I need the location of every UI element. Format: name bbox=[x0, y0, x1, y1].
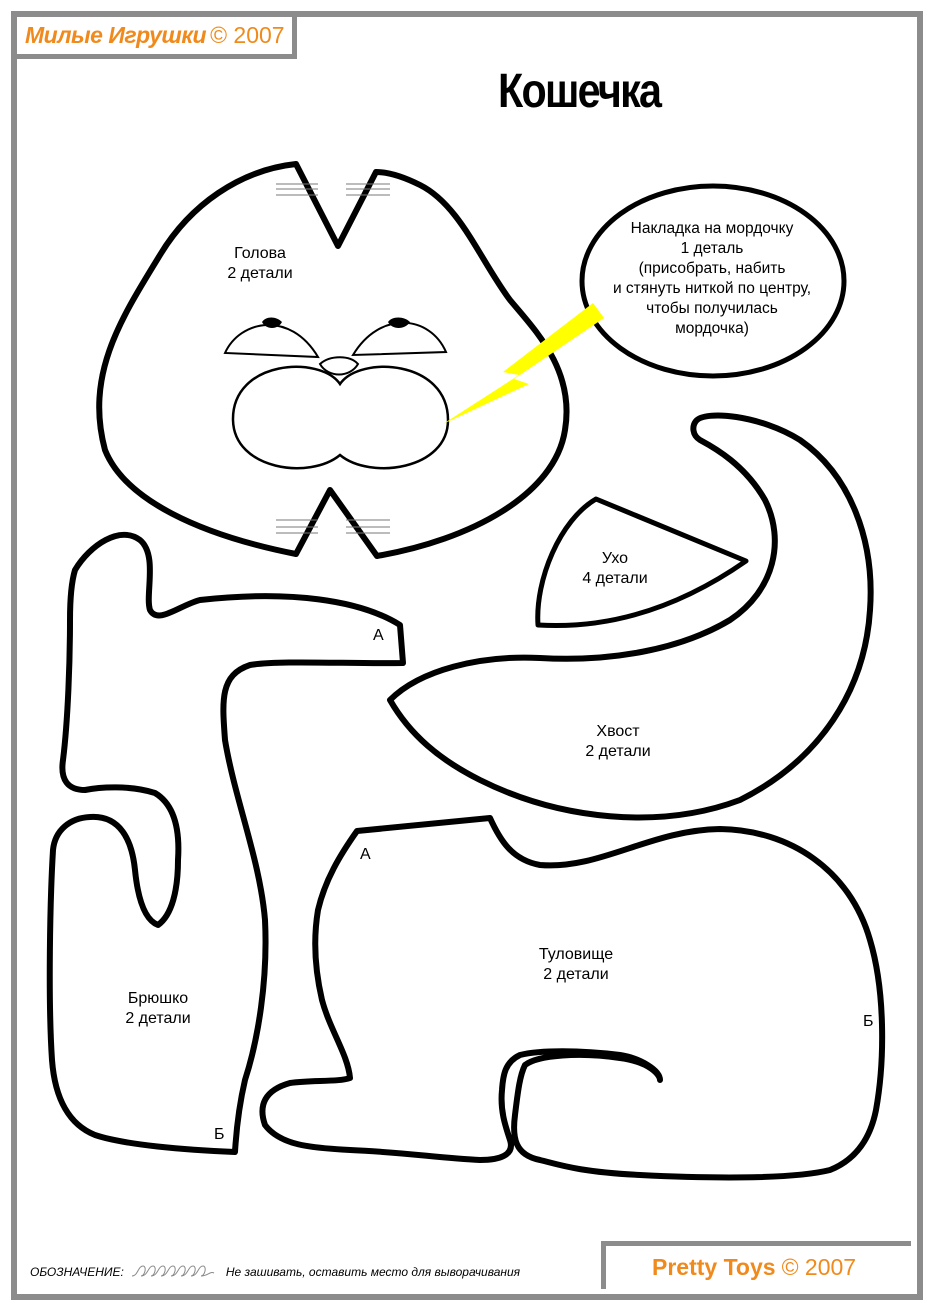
muzzle-line-1: Накладка на мордочку bbox=[630, 220, 794, 237]
legend bbox=[30, 1263, 520, 1281]
mark-b-body: Б bbox=[863, 1013, 874, 1030]
body-label bbox=[539, 945, 613, 985]
muzzle-label bbox=[613, 219, 811, 339]
muzzle-line-6: мордочка) bbox=[675, 320, 749, 337]
brand-footer bbox=[601, 1241, 911, 1289]
belly-count: 2 детали bbox=[125, 1010, 191, 1027]
mark-a-belly: А bbox=[373, 627, 384, 644]
tail-count: 2 детали bbox=[585, 743, 651, 760]
body-count: 2 детали bbox=[543, 966, 609, 983]
mark-a-body: А bbox=[360, 846, 371, 863]
head-count: 2 детали bbox=[227, 265, 293, 282]
muzzle-line-5: чтобы получилась bbox=[646, 300, 778, 317]
legend-label: ОБОЗНАЧЕНИЕ: bbox=[30, 1265, 124, 1279]
muzzle-line-4: и стянуть ниткой по центру, bbox=[612, 280, 812, 297]
belly-label bbox=[125, 989, 190, 1029]
loop-stitch-icon bbox=[130, 1263, 220, 1281]
tail-label bbox=[585, 722, 650, 762]
ear-count: 4 детали bbox=[582, 570, 648, 587]
head-name: Голова bbox=[234, 245, 286, 262]
muzzle-outline bbox=[233, 367, 448, 468]
ear-name: Ухо bbox=[601, 550, 629, 567]
belly-name: Брюшко bbox=[127, 990, 189, 1007]
body-outline bbox=[262, 818, 882, 1177]
mark-b-belly: Б bbox=[214, 1126, 225, 1143]
brand-name-en: Pretty Toys bbox=[652, 1254, 776, 1280]
muzzle-line-3: (присобрать, набить bbox=[638, 260, 786, 277]
body-name: Туловище bbox=[538, 946, 614, 963]
tail-name: Хвост bbox=[596, 723, 640, 740]
brand-copyright-ru: © 2007 bbox=[210, 22, 285, 48]
legend-text: Не зашивать, оставить место для выворачивания bbox=[225, 1265, 521, 1279]
page-title: Кошечка bbox=[498, 65, 661, 118]
ear-label bbox=[582, 549, 647, 589]
head-label bbox=[227, 244, 292, 284]
brand-name-ru: Милые Игрушки bbox=[25, 22, 207, 48]
muzzle-line-2: 1 деталь bbox=[680, 240, 744, 257]
brand-copyright-en: © 2007 bbox=[781, 1254, 857, 1280]
